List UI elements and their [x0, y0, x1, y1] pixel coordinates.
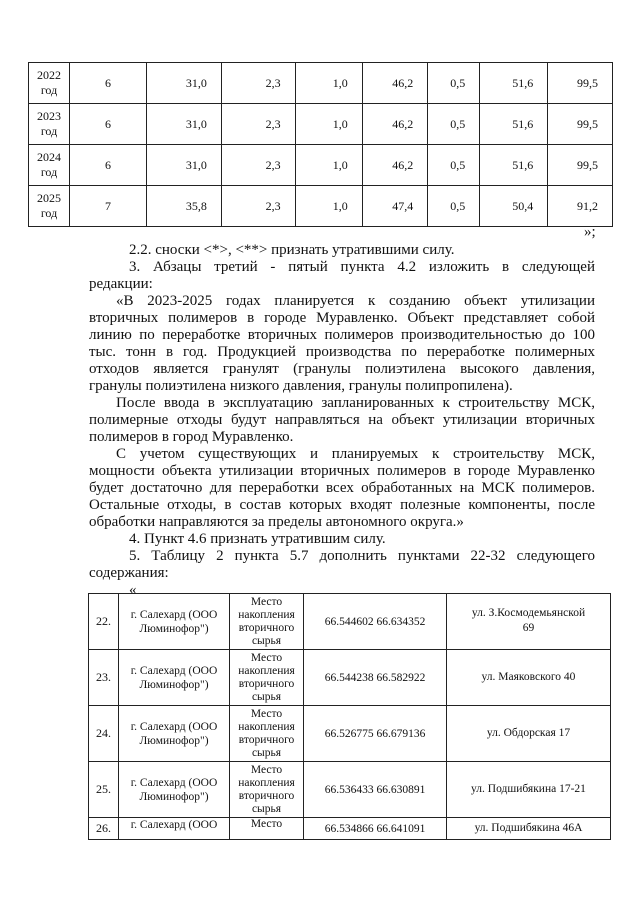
- year-cell: [29, 186, 70, 227]
- organization-city: г. Салехард (ООО: [130, 776, 218, 789]
- quote-line2: вторичных полимеров в городе Муравленко. Объект представляет собой: [89, 310, 595, 326]
- organization-cell: [119, 706, 230, 762]
- stats-cell: 91,2: [548, 186, 613, 227]
- site-type-cell: [230, 762, 304, 818]
- year-unit: год: [40, 206, 58, 220]
- para-2-2: 2.2. сноски <*>, <**> признать утратившими силу.: [129, 242, 455, 258]
- table-closing-mark: »;: [584, 224, 596, 240]
- year-unit: год: [40, 83, 58, 97]
- row-number: 22.: [89, 594, 119, 650]
- quote-line1: «В 2023-2025 годах планируется к созданию объект утилизации: [116, 293, 595, 309]
- open-quote: «: [129, 582, 137, 598]
- site-type-line: Место: [250, 595, 283, 608]
- para-msk-line5: обработки направляются за пределы автономного округа.»: [89, 514, 464, 530]
- site-type-line: вторичного: [238, 789, 295, 802]
- stats-cell: 2,3: [221, 186, 295, 227]
- site-type-cell: [230, 818, 304, 840]
- year-value: 2023: [37, 109, 61, 123]
- stats-table: [28, 62, 613, 227]
- organization-city: г. Салехард (ООО: [130, 664, 218, 677]
- quote-line6: гранулы полиэтилена низкого давления, гранулы полипропилена).: [89, 378, 513, 394]
- stats-cell: 6: [70, 63, 147, 104]
- stats-cell: 31,0: [147, 104, 222, 145]
- row-number: 25.: [89, 762, 119, 818]
- organization-name: Люминофор"): [139, 622, 209, 635]
- stats-cell: 0,5: [428, 145, 480, 186]
- address-table: [88, 593, 611, 840]
- coordinates-cell: 66.534866 66.641091: [304, 818, 447, 840]
- coordinates-cell: 66.544602 66.634352: [304, 594, 447, 650]
- para-3-line2: редакции:: [89, 276, 153, 292]
- para-after-line1: После ввода в эксплуатацию запланированных к строительству МСК,: [116, 395, 595, 411]
- stats-row: [29, 145, 613, 186]
- stats-cell: 99,5: [548, 104, 613, 145]
- stats-row: [29, 104, 613, 145]
- stats-cell: 7: [70, 186, 147, 227]
- site-type-line: накопления: [238, 664, 295, 677]
- stats-row: [29, 186, 613, 227]
- organization-city: г. Салехард (ООО: [130, 608, 218, 621]
- stats-cell: 46,2: [362, 104, 428, 145]
- stats-cell: 46,2: [362, 145, 428, 186]
- site-type-line: накопления: [238, 608, 295, 621]
- para-msk-line2: мощности объекта утилизации вторичных полимеров в городе Муравленко: [89, 463, 595, 479]
- stats-cell: 2,3: [221, 145, 295, 186]
- site-type-line: Место: [250, 651, 283, 664]
- quote-line4: тыс. тонн в год. Продукцией производства по переработке полимерных: [89, 344, 595, 360]
- address-row: [89, 706, 611, 762]
- address-cell: [447, 594, 611, 650]
- para-after-line2: полимерные отходы будут направляться на объект утилизации вторичных: [89, 412, 595, 428]
- address-line: ул. Подшибякина 17-21: [471, 783, 586, 795]
- stats-cell: 99,5: [548, 145, 613, 186]
- stats-cell: 6: [70, 145, 147, 186]
- row-number: 26.: [89, 818, 119, 840]
- organization-cell: [119, 818, 230, 840]
- address-row: [89, 650, 611, 706]
- stats-cell: 31,0: [147, 145, 222, 186]
- organization-cell: [119, 762, 230, 818]
- site-type-line: вторичного: [238, 733, 295, 746]
- row-number: 23.: [89, 650, 119, 706]
- stats-cell: 1,0: [295, 145, 362, 186]
- site-type-line: сырья: [251, 634, 282, 647]
- stats-cell: 1,0: [295, 104, 362, 145]
- organization-city: г. Салехард (ООО: [130, 720, 218, 733]
- stats-cell: 2,3: [221, 104, 295, 145]
- stats-cell: 35,8: [147, 186, 222, 227]
- organization-cell: [119, 650, 230, 706]
- address-row: [89, 818, 611, 840]
- stats-cell: 51,6: [480, 63, 548, 104]
- address-cell: [447, 762, 611, 818]
- organization-name: Люминофор"): [139, 790, 209, 803]
- address-line: 69: [522, 622, 535, 634]
- site-type-line: вторичного: [238, 621, 295, 634]
- stats-cell: 0,5: [428, 104, 480, 145]
- address-line: ул. Маяковского 40: [481, 671, 576, 683]
- address-row: [89, 762, 611, 818]
- coordinates-cell: 66.526775 66.679136: [304, 706, 447, 762]
- stats-cell: 1,0: [295, 63, 362, 104]
- site-type-line: накопления: [238, 720, 295, 733]
- stats-cell: 2,3: [221, 63, 295, 104]
- year-cell: [29, 63, 70, 104]
- site-type-cell: [230, 594, 304, 650]
- address-cell: [447, 818, 611, 840]
- organization-city: г. Салехард (ООО: [130, 819, 218, 831]
- quote-line5: отходов является гранулят (гранулы полиэтилена высокого давления,: [89, 361, 595, 377]
- para-5-line1: 5. Таблицу 2 пункта 5.7 дополнить пунктами 22-32 следующего: [129, 548, 595, 564]
- coordinates-cell: 66.536433 66.630891: [304, 762, 447, 818]
- stats-cell: 31,0: [147, 63, 222, 104]
- para-msk-line1: С учетом существующих и планируемых к строительству МСК,: [116, 446, 595, 462]
- site-type-line: Место: [250, 818, 283, 830]
- address-line: ул. З.Космодемьянской: [471, 607, 586, 619]
- para-after-line3: полимеров в город Муравленко.: [89, 429, 294, 445]
- stats-cell: 51,6: [480, 104, 548, 145]
- address-row: [89, 594, 611, 650]
- quote-line3: линию по переработке вторичных полимеров производительностью до 100: [89, 327, 595, 343]
- site-type-line: сырья: [251, 690, 282, 703]
- stats-cell: 51,6: [480, 145, 548, 186]
- site-type-cell: [230, 650, 304, 706]
- stats-row: [29, 63, 613, 104]
- stats-cell: 47,4: [362, 186, 428, 227]
- row-number: 24.: [89, 706, 119, 762]
- year-cell: [29, 104, 70, 145]
- address-line: ул. Подшибякина 46А: [474, 822, 583, 834]
- organization-cell: [119, 594, 230, 650]
- para-msk-line4: Остальные отходы, в состав которых входят полезные компоненты, после: [89, 497, 595, 513]
- year-unit: год: [40, 124, 58, 138]
- address-line: ул. Обдорская 17: [486, 727, 571, 739]
- address-cell: [447, 650, 611, 706]
- year-unit: год: [40, 165, 58, 179]
- year-cell: [29, 145, 70, 186]
- year-value: 2024: [37, 150, 61, 164]
- stats-cell: 99,5: [548, 63, 613, 104]
- para-msk-line3: будет достаточно для переработки всех обработанных на МСК полимеров.: [89, 480, 595, 496]
- organization-name: Люминофор"): [139, 678, 209, 691]
- para-4: 4. Пункт 4.6 признать утратившим силу.: [129, 531, 386, 547]
- organization-name: Люминофор"): [139, 734, 209, 747]
- stats-cell: 46,2: [362, 63, 428, 104]
- site-type-line: Место: [250, 707, 283, 720]
- stats-cell: 50,4: [480, 186, 548, 227]
- stats-cell: 0,5: [428, 63, 480, 104]
- coordinates-cell: 66.544238 66.582922: [304, 650, 447, 706]
- para-5-line2: содержания:: [89, 565, 169, 581]
- year-value: 2022: [37, 68, 61, 82]
- address-cell: [447, 706, 611, 762]
- stats-cell: 6: [70, 104, 147, 145]
- year-value: 2025: [37, 191, 61, 205]
- site-type-line: накопления: [238, 776, 295, 789]
- site-type-cell: [230, 706, 304, 762]
- site-type-line: Место: [250, 763, 283, 776]
- para-3-line1: 3. Абзацы третий - пятый пункта 4.2 изложить в следующей: [129, 259, 595, 275]
- site-type-line: сырья: [251, 746, 282, 759]
- stats-cell: 1,0: [295, 186, 362, 227]
- site-type-line: вторичного: [238, 677, 295, 690]
- site-type-line: сырья: [251, 802, 282, 815]
- stats-cell: 0,5: [428, 186, 480, 227]
